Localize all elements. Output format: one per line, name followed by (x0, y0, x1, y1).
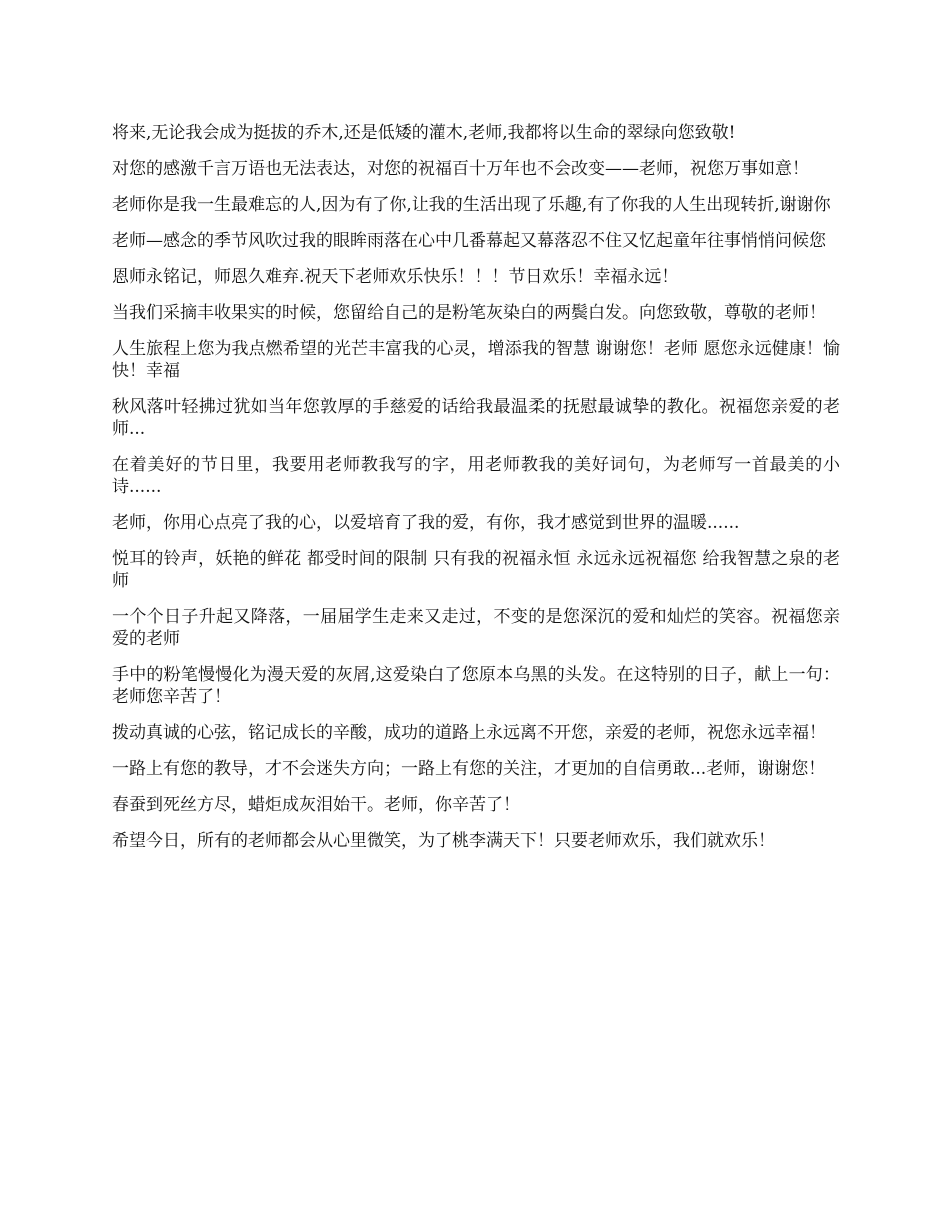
paragraph-8: 秋风落叶轻拂过犹如当年您敦厚的手慈爱的话给我最温柔的抚慰最诚挚的教化。祝福您亲爱的老师... (112, 397, 840, 439)
paragraph-13: 手中的粉笔慢慢化为漫天爱的灰屑,这爱染白了您原本乌黑的头发。在这特别的日子，献上一句：老师您辛苦了！ (112, 665, 840, 707)
paragraph-1: 将来,无论我会成为挺拔的乔木,还是低矮的灌木,老师,我都将以生命的翠绿向您致敬! (112, 123, 736, 143)
paragraph-7: 人生旅程上您为我点燃希望的光芒丰富我的心灵，增添我的智慧 谢谢您！老师 愿您永远健康！愉快！幸福 (112, 339, 840, 381)
paragraph-15: 一路上有您的教导，才不会迷失方向；一路上有您的关注，才更加的自信勇敢...老师，谢谢您！ (112, 759, 826, 779)
paragraph-2: 对您的感激千言万语也无法表达，对您的祝福百十万年也不会改变——老师，祝您万事如意！ (112, 159, 809, 179)
paragraph-4: 老师—感念的季节风吹过我的眼眸雨落在心中几番幕起又幕落忍不住又忆起童年往事悄悄问候您 (112, 231, 826, 251)
paragraph-12: 一个个日子升起又降落，一届届学生走来又走过，不变的是您深沉的爱和灿烂的笑容。祝福您亲爱的老师 (112, 607, 840, 649)
paragraph-6: 当我们采摘丰收果实的时候，您留给自己的是粉笔灰染白的两鬓白发。向您致敬，尊敬的老师！ (112, 303, 826, 323)
document-body (112, 122, 840, 866)
paragraph-10: 老师，你用心点亮了我的心，以爱培育了我的爱，有你，我才感觉到世界的温暖...... (112, 513, 740, 533)
paragraph-11: 悦耳的铃声，妖艳的鲜花 都受时间的限制 只有我的祝福永恒 永远永远祝福您 给我智慧之泉的老师 (112, 549, 840, 591)
paragraph-9: 在着美好的节日里，我要用老师教我写的字，用老师教我的美好词句，为老师写一首最美的小诗...... (112, 455, 840, 497)
paragraph-5: 恩师永铭记，师恩久难弃.祝天下老师欢乐快乐！！！节日欢乐！幸福永远！ (112, 267, 679, 287)
paragraph-16: 春蚕到死丝方尽，蜡炬成灰泪始干。老师，你辛苦了！ (112, 795, 520, 815)
paragraph-14: 拨动真诚的心弦，铭记成长的辛酸，成功的道路上永远离不开您，亲爱的老师，祝您永远幸福！ (112, 723, 826, 743)
paragraph-3: 老师你是我一生最难忘的人,因为有了你,让我的生活出现了乐趣,有了你我的人生出现转折,谢谢你 (112, 195, 831, 215)
paragraph-17: 希望今日，所有的老师都会从心里微笑，为了桃李满天下！只要老师欢乐，我们就欢乐！ (112, 831, 775, 851)
